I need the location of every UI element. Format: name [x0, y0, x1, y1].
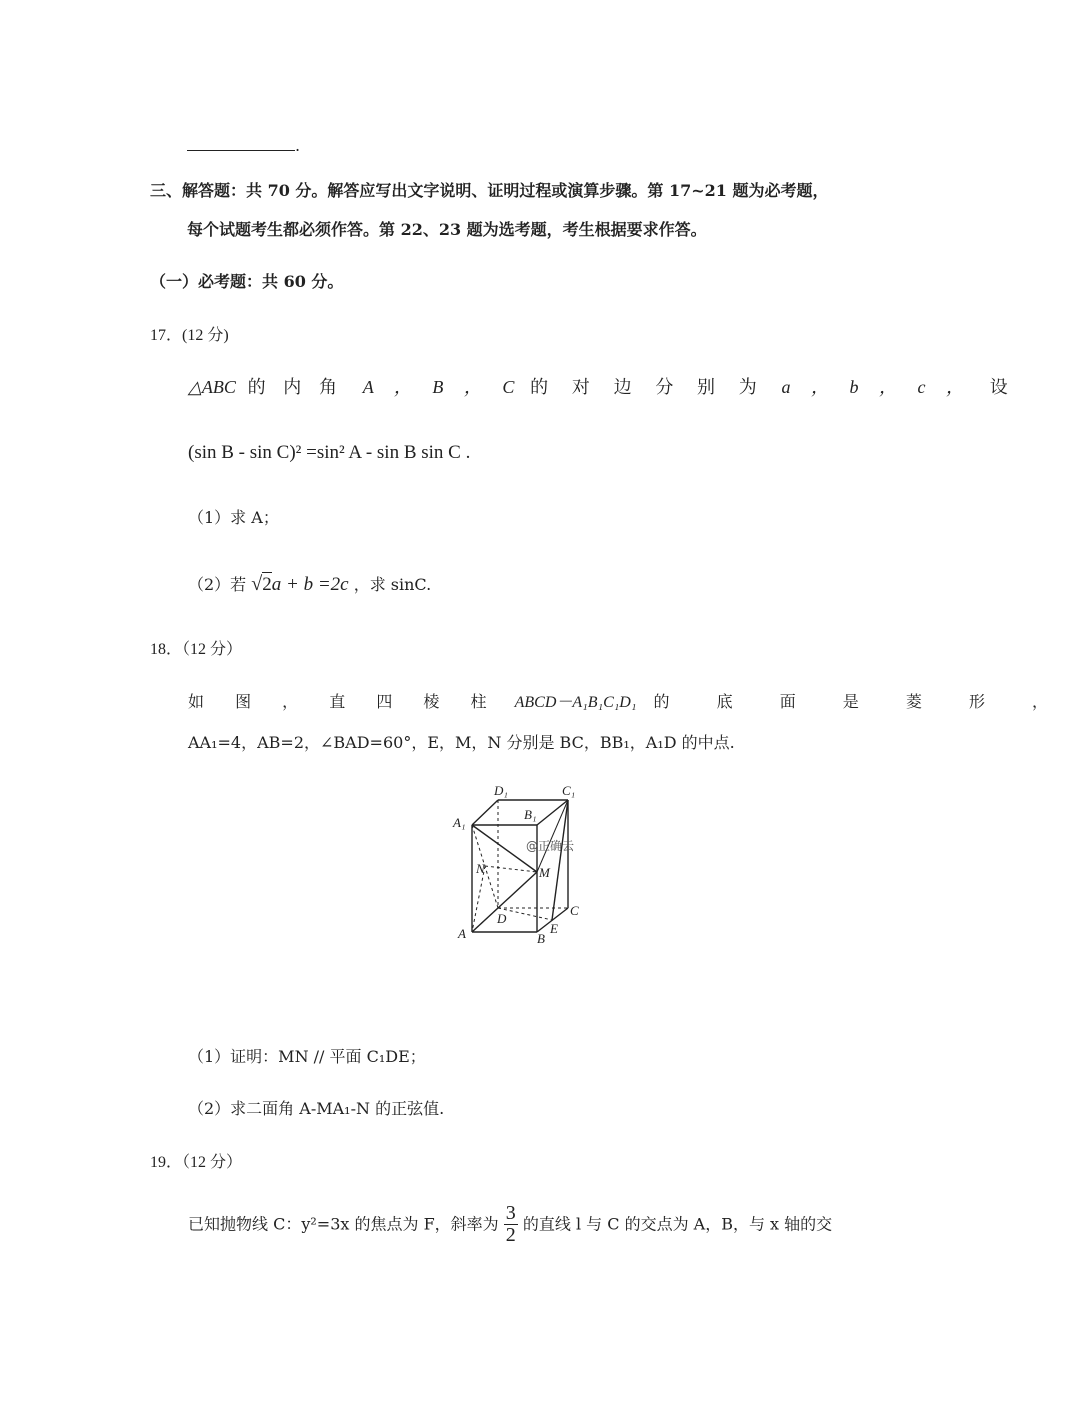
- q17-stem: △ABC 的 内 角 A ， B ， C 的 对 边 分 别 为 a ， b ， c ， 设: [188, 377, 1008, 398]
- answer-blank-line: [187, 150, 295, 151]
- label-B: B: [537, 931, 545, 946]
- part1-heading: （一）必考题：共 60 分。: [150, 272, 344, 291]
- label-D: D: [497, 911, 507, 926]
- label-C: C: [570, 903, 579, 918]
- blank-period: .: [295, 136, 301, 155]
- section3-line1: 三、解答题：共 70 分。解答应写出文字说明、证明过程或演算步骤。第 17~21 题为必考题，: [150, 181, 829, 200]
- edge-A1-D1: [472, 800, 498, 825]
- sqrt-radicand: 2: [262, 574, 272, 595]
- label-N: N: [476, 861, 485, 876]
- q19-number: 19．（12 分）: [150, 1154, 243, 1171]
- section3-line2: 每个试题考生都必须作答。第 22、23 题为选考题，考生根据要求作答。: [187, 220, 707, 239]
- label-E: E: [550, 921, 558, 936]
- label-B1: B₁: [524, 807, 537, 822]
- q17-part1: （1）求 A；: [188, 508, 279, 527]
- q17-triangle: △ABC: [188, 377, 236, 397]
- prism-figure: [440, 780, 600, 950]
- q18-part1: （1）证明：MN // 平面 C₁DE；: [188, 1047, 426, 1066]
- q17-part2: （2）若 √2a + b =2c ，求 sinC.: [188, 573, 432, 595]
- q18-part2: （2）求二面角 A-MA₁-N 的正弦值.: [188, 1099, 445, 1118]
- q18-stem-line2: AA₁=4，AB=2，∠BAD=60°，E，M，N 分别是 BC，BB₁，A₁D 的中点.: [188, 733, 735, 752]
- q18-stem-line1: 如 图 ， 直 四 棱 柱 ABCD－A₁B₁C₁D₁ 的 底 面 是 菱 形 ，: [188, 692, 1069, 711]
- q19-stem: 已知抛物线 C：y²=3x 的焦点为 F，斜率为 $\frac{3}{2}$ 的直线 l 与 C 的交点为 A，B，与 x 轴的交: [188, 1202, 833, 1246]
- label-A1: A₁: [453, 815, 466, 830]
- edge-B1-C1: [537, 800, 568, 825]
- q18-number: 18．（12 分）: [150, 641, 243, 658]
- watermark: @正确云: [526, 839, 575, 853]
- q17-formula: (sin B - sin C)² =sin² A - sin B sin C .: [188, 442, 471, 463]
- label-D1: D₁: [494, 783, 508, 798]
- label-M: M: [539, 865, 550, 880]
- slope-fraction: $\frac{3}{2}$: [505, 1202, 516, 1246]
- q17-number: 17．(12 分): [150, 327, 229, 344]
- label-A: A: [458, 926, 466, 941]
- label-C1: C₁: [562, 783, 576, 798]
